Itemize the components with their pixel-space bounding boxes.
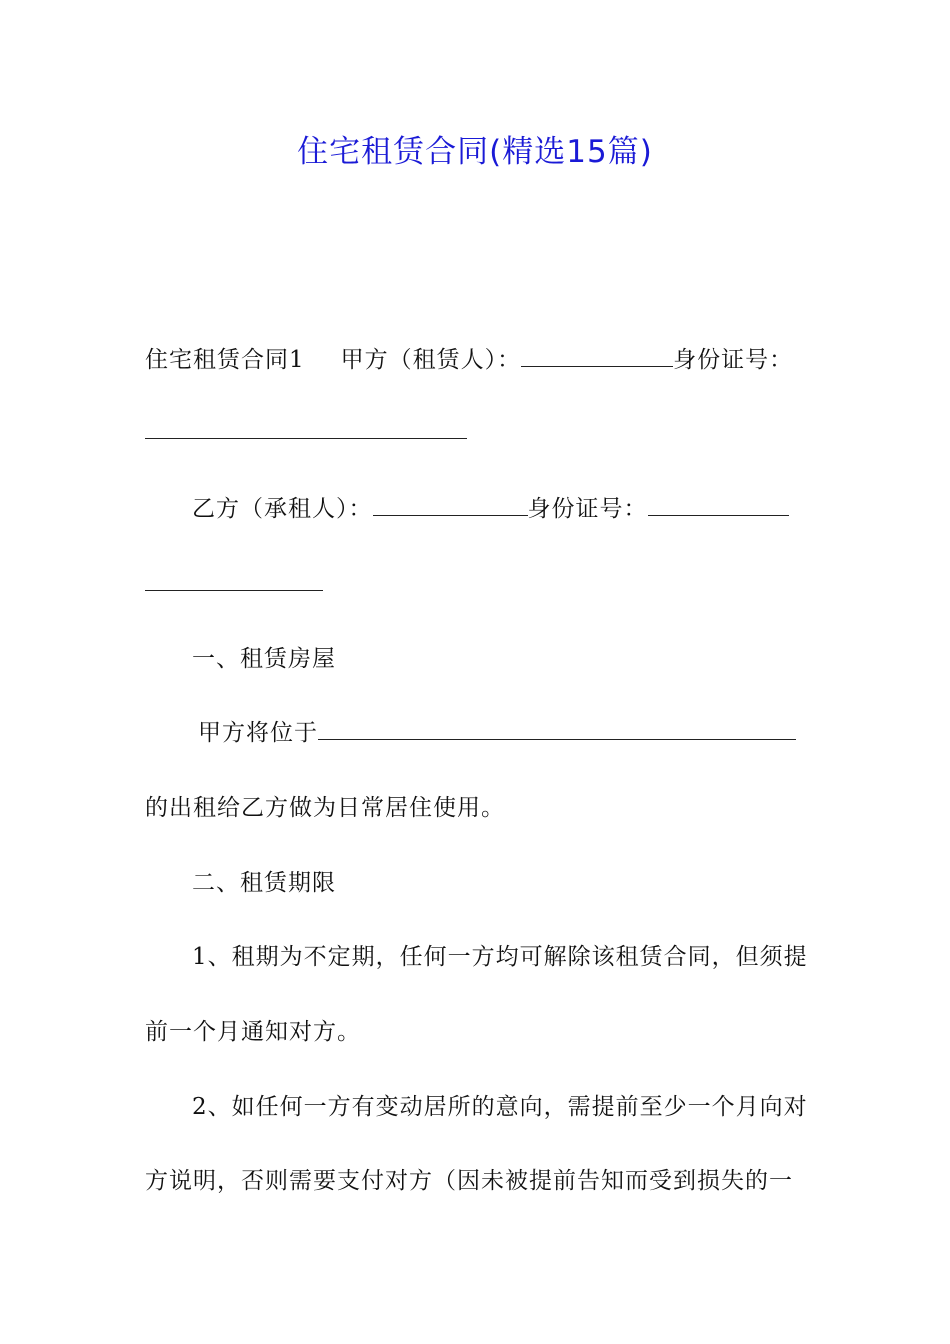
party-b-id-line — [145, 568, 323, 600]
party-a-id-blank — [145, 416, 467, 439]
property-location-blank — [318, 717, 796, 740]
section-heading: 二、租赁期限 — [192, 870, 336, 896]
party-b-label: 乙方（承租人）： — [192, 496, 373, 522]
property-location-line — [198, 717, 796, 749]
party-b-name-blank — [373, 493, 528, 516]
section-heading: 一、租赁房屋 — [192, 646, 336, 672]
party-b-id-blank-cont — [145, 568, 323, 591]
document-title: 住宅租赁合同(精选15篇) — [297, 134, 653, 170]
contract-heading: 住宅租赁合同1 — [145, 347, 305, 373]
party-a-name-blank — [521, 344, 673, 367]
party-b-line — [192, 493, 789, 525]
paragraph-line: 1、租期为不定期，任何一方均可解除该租赁合同，但须提 — [192, 944, 808, 970]
party-a-line — [145, 344, 793, 376]
party-a-id-line — [145, 416, 467, 448]
property-location-label: 甲方将位于 — [198, 720, 318, 746]
party-b-id-label: 身份证号： — [527, 496, 648, 522]
party-a-id-label: 身份证号： — [673, 347, 794, 373]
paragraph-line: 的出租给乙方做为日常居住使用。 — [145, 795, 505, 821]
party-b-id-blank — [648, 493, 789, 516]
party-a-label: 甲方（租赁人）： — [340, 347, 522, 373]
paragraph-line: 方说明，否则需要支付对方（因未被提前告知而受到损失的一 — [145, 1168, 793, 1194]
paragraph-line: 前一个月通知对方。 — [145, 1019, 361, 1045]
paragraph-line: 2、如任何一方有变动居所的意向，需提前至少一个月向对 — [192, 1094, 808, 1120]
